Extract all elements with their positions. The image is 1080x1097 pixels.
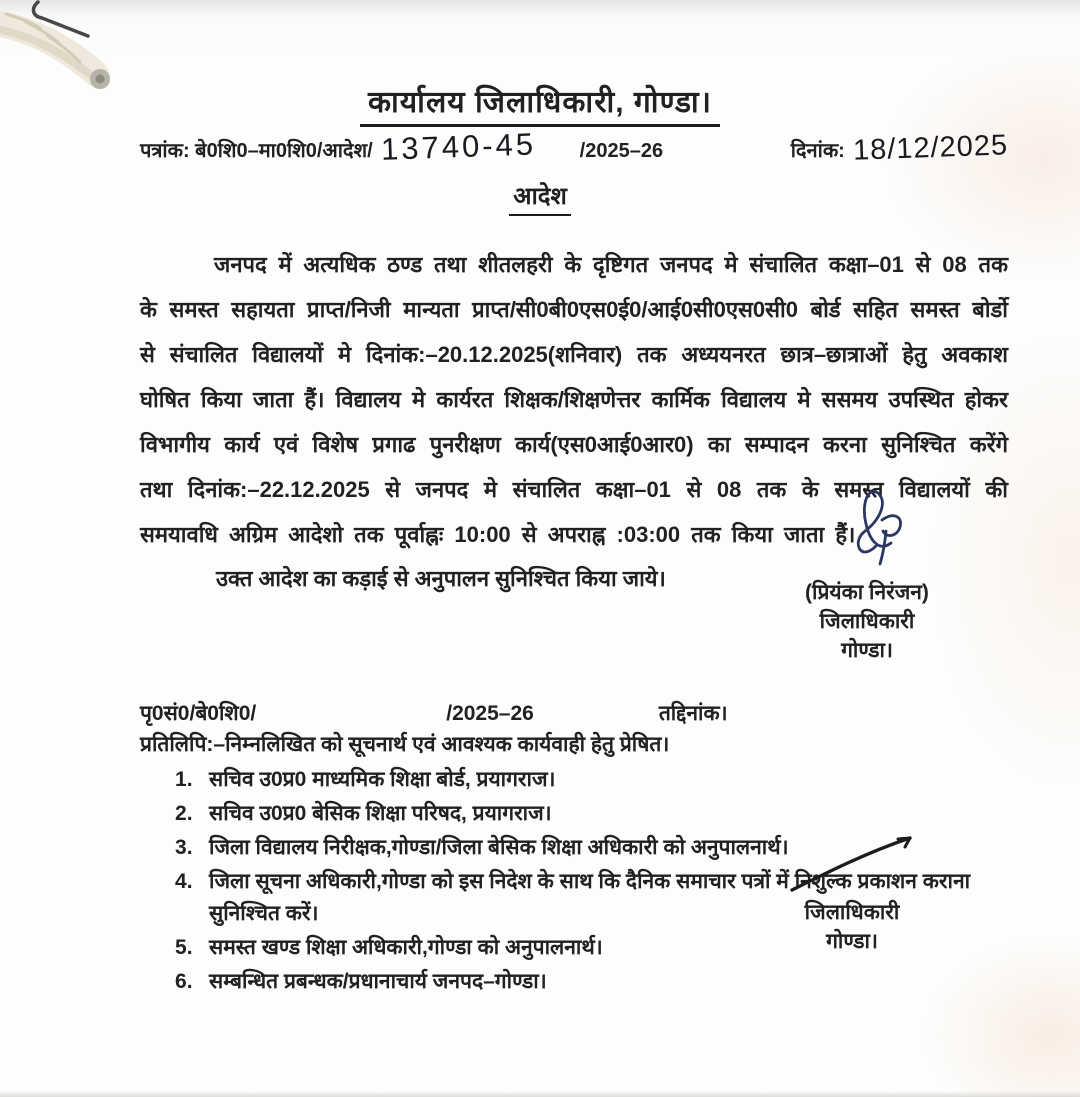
endorsement-ref-year: /2025–26 <box>446 702 534 725</box>
order-heading: आदेश <box>509 179 571 216</box>
date-label: दिनांक: <box>790 140 845 162</box>
signatory-designation: जिलाधिकारी <box>819 610 915 633</box>
list-item-text: सचिव उ0प्र0 बेसिक शिक्षा परिषद, प्रयागराज। <box>209 802 552 825</box>
letter-number-year: /2025–26 <box>579 140 664 162</box>
endorsement-same-date: तद्दिनांक। <box>658 702 728 725</box>
list-item-text: समस्त खण्ड शिक्षा अधिकारी,गोण्डा को अनुपालनार्थ। <box>209 936 603 959</box>
bottom-signatory-place: गोण्डा। <box>826 930 878 953</box>
signature-stroke-icon <box>788 832 918 894</box>
copy-distribution-heading: प्रतिलिपि:–निम्नलिखित को सूचनार्थ एवं आवश्यक कार्यवाही हेतु प्रेषित। <box>140 733 670 756</box>
list-item <box>175 764 985 796</box>
list-item-text: जिला विद्यालय निरीक्षक,गोण्डा/जिला बेसिक शिक्षा अधिकारी को अनुपालनार्थ। <box>209 836 789 859</box>
office-title: कार्यालय जिलाधिकारी, गोण्डा। <box>360 80 720 127</box>
signatory-place: गोण्डा। <box>841 639 893 662</box>
endorsement-ref-label: पृ0सं0/बे0शि0/ <box>140 702 257 725</box>
reference-line <box>140 126 1009 167</box>
compliance-line: उक्त आदेश का कड़ाई से अनुपालन सुनिश्चित किया जाये। <box>216 566 666 591</box>
list-item <box>175 966 985 998</box>
letter-number-handwritten: 13740-45 <box>380 126 537 167</box>
list-item <box>175 798 985 830</box>
bottom-signatory-designation: जिलाधिकारी <box>804 901 900 924</box>
binding-thread-icon <box>0 0 200 130</box>
endorsement-reference-line <box>140 699 1008 727</box>
signatory-name: (प्रियंका निरंजन) <box>805 581 929 604</box>
list-item-text: सचिव उ0प्र0 माध्यमिक शिक्षा बोर्ड, प्रयागराज। <box>209 768 556 791</box>
bottom-signature-block <box>752 832 952 956</box>
signature-block <box>772 486 962 665</box>
list-item-text: जिला सूचना अधिकारी,गोण्डा को इस निदेश के साथ कि दैनिक समाचार पत्रों में निशुल्क प्रकाशन कराना सुनिश्चित करें। <box>209 870 971 925</box>
signature-scribble-icon <box>846 486 918 568</box>
list-item-text: सम्बन्धित प्रबन्धक/प्रधानाचार्य जनपद–गोण्डा। <box>209 970 547 993</box>
date-handwritten: 18/12/2025 <box>852 129 1009 167</box>
order-body-paragraph: जनपद में अत्यधिक ठण्ड तथा शीतलहरी के दृष्टिगत जनपद मे संचालित कक्षा–01 से 08 तक के समस्त सहायता प्राप्त/निजी मान्यता प्राप्त/सी0बी0एस0ई0/आई0सी0एस0सी0 बोर्ड सहित समस्त बोर्डो से संचालित विद्यालयों मे दिनांक:–20.12.2025(शनिवार) तक अध्ययनरत छात्र–छात्राओं हेतु अवकाश घोषित किया जाता हैं। विद्यालय मे कार्यरत शिक्षक/शिक्षणेत्तर कार्मिक विद्यालय मे ससमय उपस्थित होकर विभागीय कार्य एवं विशेष प्रगाढ पुनरीक्षण कार्य(एस0आई0आर0) का सम्पादन करना सुनिश्चित करेंगे तथा दिनांक:–22.12.2025 से जनपद मे संचालित कक्षा–01 से 08 तक के समस्त विद्यालयों की समयावधि अग्रिम आदेशो तक पूर्वाह्नः 10:00 से अपराह्न :03:00 तक किया जाता हैं। <box>140 252 1008 547</box>
letter-number-label: पत्रांक: बे0शि0–मा0शि0/आदेश/ <box>140 140 373 162</box>
